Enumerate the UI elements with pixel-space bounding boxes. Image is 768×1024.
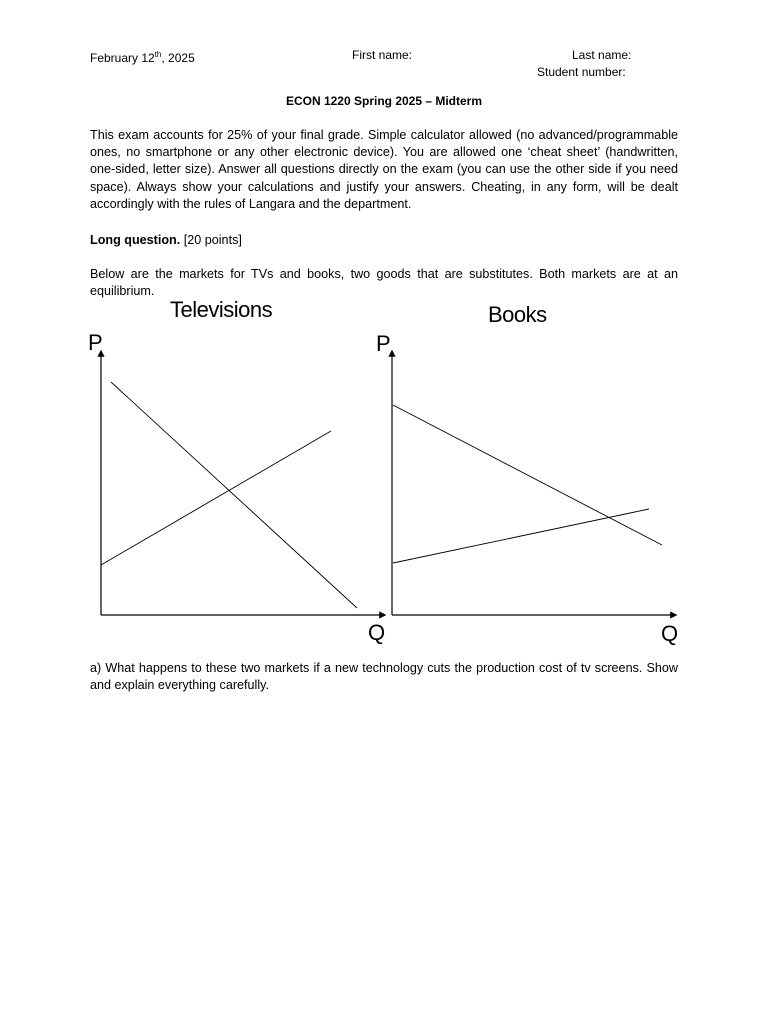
question-a: a) What happens to these two markets if a new technology cuts the production cost of tv screens. Show and explain everything carefully. bbox=[90, 661, 678, 693]
tv-graph bbox=[101, 352, 384, 615]
tv-demand-curve bbox=[111, 382, 357, 608]
tv-graph-title: Televisions bbox=[170, 297, 273, 322]
tv-quantity-axis-label: Q bbox=[368, 620, 386, 645]
markets-intro: Below are the markets for TVs and books, two goods that are substitutes. Both markets are at an equilibrium. bbox=[90, 267, 678, 299]
exam-date-prefix: February 12 bbox=[90, 51, 155, 65]
books-graph-title: Books bbox=[488, 302, 547, 327]
student-number-label: Student number: bbox=[537, 65, 626, 79]
last-name-label: Last name: bbox=[572, 48, 632, 62]
books-supply-curve bbox=[393, 509, 649, 563]
books-price-axis-label: P bbox=[376, 331, 391, 356]
instructions-paragraph: This exam accounts for 25% of your final grade. Simple calculator allowed (no advanced/programmable ones, no smartphone or any other electronic device). You are allowed one ‘cheat sheet’ (handwritten, one-sided, letter size). Answer all questions directly on the exam (you can use the other side if you need space). Always show your calculations and justify your answers. Cheating, in any form, will be dealt accordingly with the rules of Langara and the department. bbox=[90, 128, 678, 211]
long-question-label: Long question. bbox=[90, 233, 181, 247]
exam-date-suffix: , 2025 bbox=[161, 51, 195, 65]
exam-date-sup: th bbox=[154, 50, 162, 59]
books-graph bbox=[392, 352, 675, 615]
tv-price-axis-label: P bbox=[88, 330, 103, 355]
exam-title: ECON 1220 Spring 2025 – Midterm bbox=[285, 94, 483, 108]
long-question-points: [20 points] bbox=[180, 233, 242, 247]
books-quantity-axis-label: Q bbox=[661, 621, 679, 646]
books-demand-curve bbox=[393, 405, 662, 545]
tv-supply-curve bbox=[101, 431, 331, 565]
first-name-label: First name: bbox=[352, 48, 413, 62]
